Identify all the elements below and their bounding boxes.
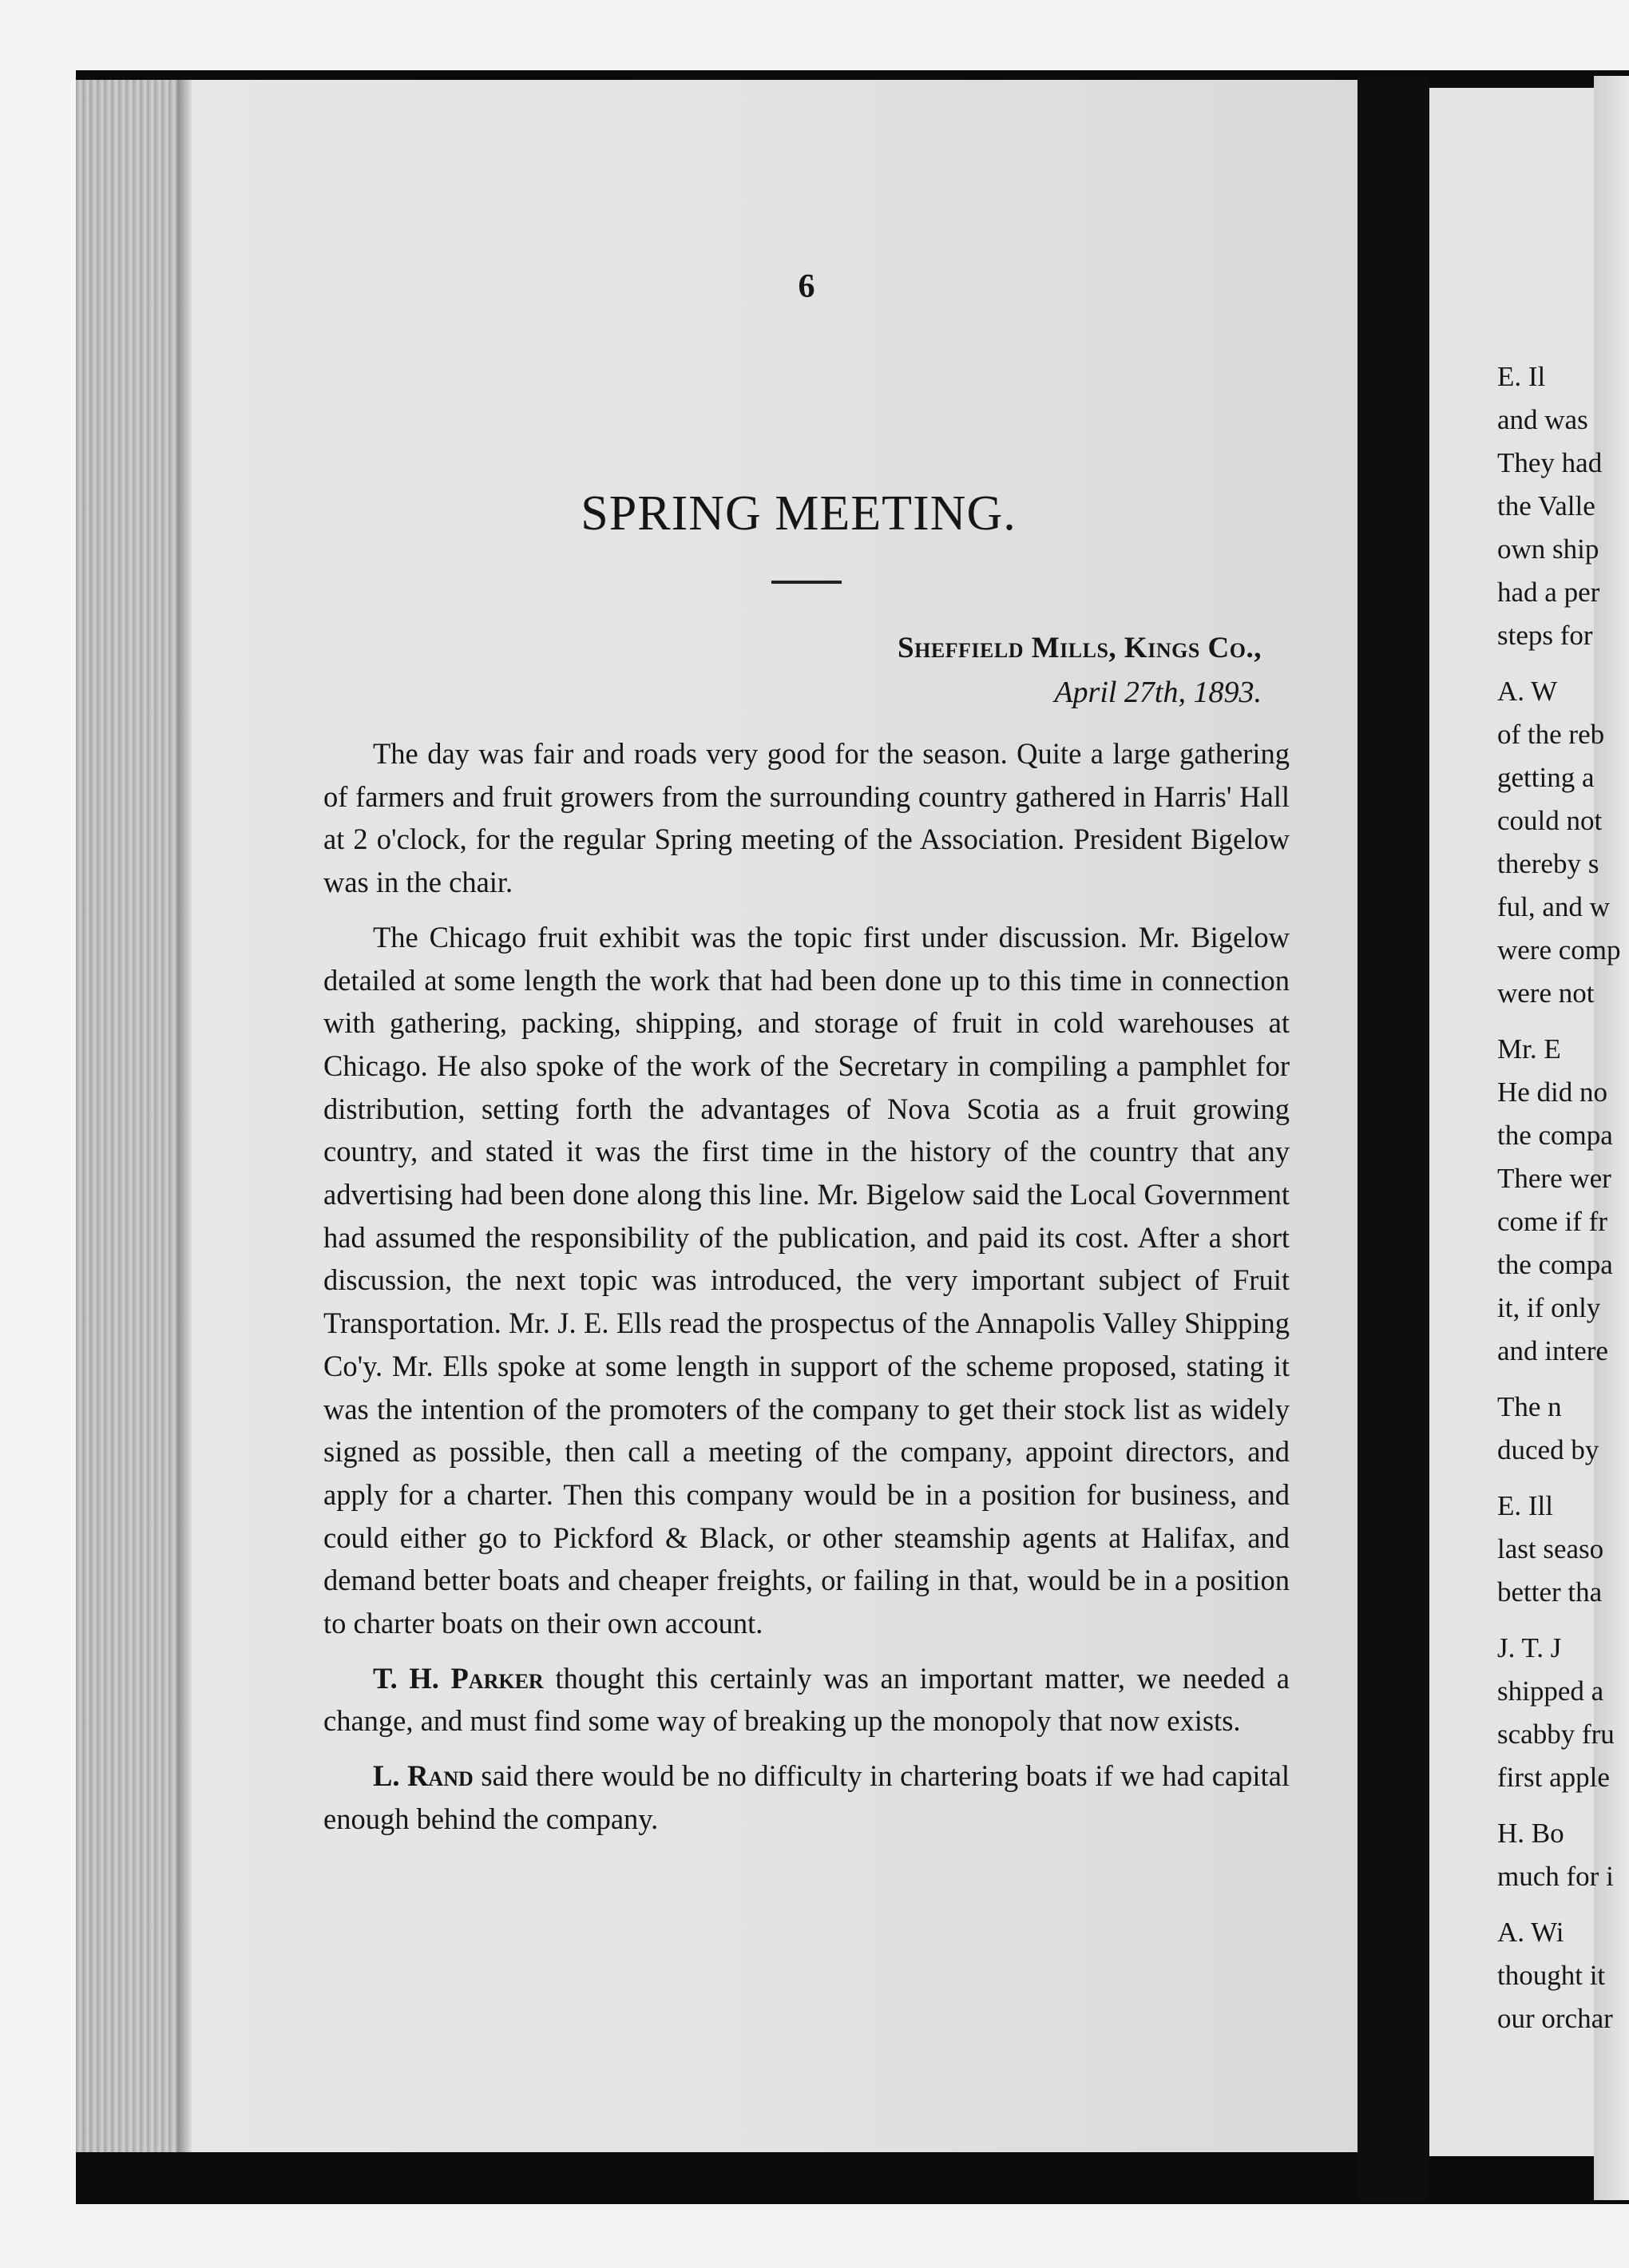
fragment-line: the compa <box>1497 1120 1613 1151</box>
fragment-line: the Valle <box>1497 490 1595 521</box>
fragment-line: come if fr <box>1497 1206 1607 1237</box>
paragraph-4 <box>323 1755 1290 1840</box>
fragment-line: the compa <box>1497 1249 1613 1280</box>
fragment-line: duced by <box>1497 1434 1599 1465</box>
paragraph-4-text: said there would be no difficulty in chartering boats if we had capital enough behind the company. <box>323 1759 1290 1835</box>
dateline-place: Sheffield Mills, Kings Co., <box>898 632 1262 664</box>
fragment-line: H. Bo <box>1497 1818 1564 1849</box>
fragment-line: thought it <box>1497 1960 1606 1991</box>
fragment-line: and intere <box>1497 1335 1608 1366</box>
paragraph-1: The day was fair and roads very good for the season. Quite a large gathering of farmers and fruit growers from the surrounding country gathered in Harris' Hall at 2 o'clock, for the regular Spring meeting of the Association. President Bigelow was in the chair. <box>323 737 1290 899</box>
fragment-line: could not <box>1497 805 1603 836</box>
book-gutter <box>1358 76 1429 2200</box>
fragment-line: A. W <box>1497 676 1558 707</box>
paragraph-3 <box>323 1657 1290 1743</box>
fragment-line: ful, and w <box>1497 891 1610 922</box>
body-text <box>323 732 1290 1853</box>
fragment-line: There wer <box>1497 1163 1611 1194</box>
page-edges-texture <box>76 80 184 2152</box>
fragment-line: He did no <box>1497 1077 1608 1108</box>
fragment-line: first apple <box>1497 1762 1610 1793</box>
fragment-line: were comp <box>1497 934 1621 965</box>
fragment-line: and was <box>1497 404 1588 435</box>
fragment-line: They had <box>1497 447 1603 478</box>
page-number: 6 <box>798 268 815 305</box>
speaker-name: T. H. Parker <box>373 1661 544 1695</box>
fragment-line: E. Il <box>1497 361 1546 392</box>
paragraph-3-text: thought this certainly was an important matter, we needed a change, and must find some way of breaking up the monopoly that now exists. <box>323 1661 1290 1738</box>
fragment-line: getting a <box>1497 762 1595 793</box>
speaker-name: L. Rand <box>373 1759 474 1793</box>
title-rule <box>771 581 842 584</box>
page-edge-shadow <box>177 80 192 2152</box>
fragment-line: The n <box>1497 1391 1562 1422</box>
fragment-line: steps for <box>1497 620 1593 651</box>
fragment-line: our orchar <box>1497 2003 1613 2034</box>
fragment-line: much for i <box>1497 1861 1614 1892</box>
fragment-line: last seaso <box>1497 1533 1604 1564</box>
fragment-line: own ship <box>1497 533 1599 565</box>
fragment-line: it, if only <box>1497 1292 1601 1323</box>
fragment-line: were not <box>1497 977 1595 1009</box>
fragment-line: A. Wi <box>1497 1917 1564 1948</box>
paragraph-2: The Chicago fruit exhibit was the topic first under discussion. Mr. Bigelow detailed at some length the work that had been done up to this time in connection with gathering, packing, shipping, and storage of fruit in cold warehouses at Chicago. He also spoke of the work of the Secretary in compiling a pamphlet for distribution, setting forth the advantages of Nova Scotia as a fruit growing country, and stated it was the first time in the history of the country that any advertising had been done along this line. Mr. Bigelow said the Local Government had assumed the responsibility of the publication, and paid its cost. After a short discussion, the next topic was introduced, the very important subject of Fruit Transportation. Mr. J. E. Ells read the prospectus of the Annapolis Valley Shipping Co'y. Mr. Ells spoke at some length in support of the scheme proposed, stating it was the intention of the promoters of the company to get their stock list as widely signed as possible, then call a meeting of the company, appoint directors, and apply for a charter. Then this company would be in a position for business, and could either go to Pickford & Black, or other steamship agents at Halifax, and demand better boats and cheaper freights, or failing in that, would be in a position to charter boats on their own account. <box>323 920 1290 1640</box>
fragment-line: better tha <box>1497 1576 1603 1608</box>
fragment-line: scabby fru <box>1497 1719 1615 1750</box>
fragment-line: E. Ill <box>1497 1490 1553 1521</box>
fragment-line: thereby s <box>1497 848 1599 879</box>
section-title: SPRING MEETING. <box>581 486 1017 541</box>
fragment-line: of the reb <box>1497 719 1605 750</box>
right-page-fragments <box>1497 355 1629 2040</box>
fragment-line: had a per <box>1497 577 1600 608</box>
fragment-line: shipped a <box>1497 1675 1604 1707</box>
dateline-date: April 27th, 1893. <box>1054 676 1262 709</box>
fragment-line: Mr. E <box>1497 1033 1561 1065</box>
fragment-line: J. T. J <box>1497 1632 1562 1663</box>
